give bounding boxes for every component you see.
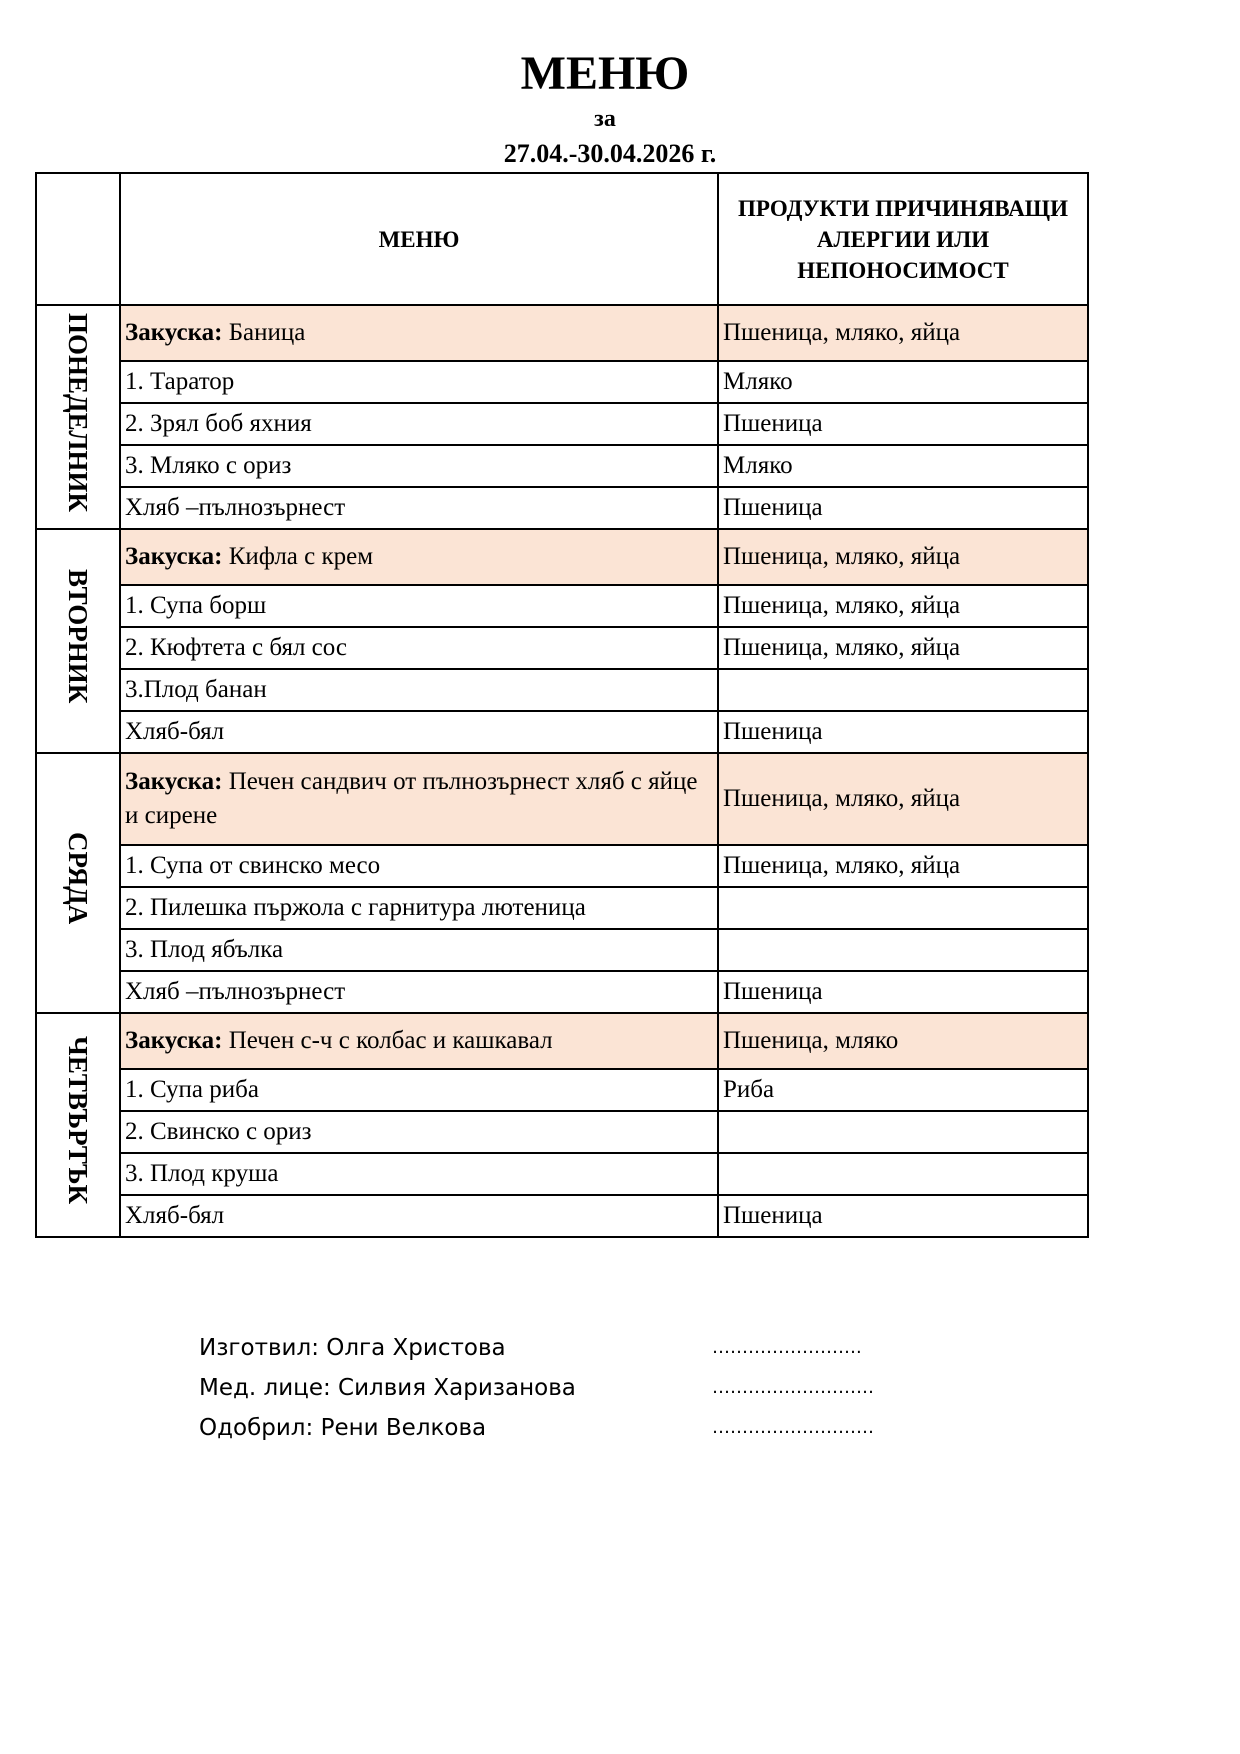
menu-item: 1. Супа борш bbox=[120, 585, 718, 627]
allergens: Риба bbox=[718, 1069, 1088, 1111]
day-label: ВТОРНИК bbox=[63, 568, 93, 704]
menu-item: 3. Плод ябълка bbox=[120, 929, 718, 971]
page-subtitle: за bbox=[594, 106, 616, 132]
signature-prepared-by: Изготвил: Олга Христова bbox=[199, 1335, 506, 1361]
allergens bbox=[718, 669, 1088, 711]
breakfast-item: Баница bbox=[222, 319, 306, 346]
breakfast-item-cell bbox=[120, 753, 718, 845]
breakfast-item-cell bbox=[120, 529, 718, 585]
allergens bbox=[718, 1111, 1088, 1153]
table-header-row bbox=[36, 173, 1088, 305]
breakfast-label: Закуска: bbox=[125, 543, 223, 570]
allergens: Мляко bbox=[718, 361, 1088, 403]
header-allergens: ПРОДУКТИ ПРИЧИНЯВАЩИ АЛЕРГИИ ИЛИ НЕПОНОСИМОСТ bbox=[718, 173, 1088, 305]
allergens: Пшеница, мляко, яйца bbox=[718, 627, 1088, 669]
breakfast-allergens: Пшеница, мляко, яйца bbox=[718, 305, 1088, 361]
table-row bbox=[36, 361, 1088, 403]
page-title: МЕНЮ bbox=[520, 47, 690, 100]
table-row bbox=[36, 445, 1088, 487]
menu-item: 3. Мляко с ориз bbox=[120, 445, 718, 487]
day-label: ЧЕТВЪРТЪК bbox=[63, 1035, 93, 1205]
menu-item: 1. Таратор bbox=[120, 361, 718, 403]
menu-item: Хляб –пълнозърнест bbox=[120, 971, 718, 1013]
menu-item: 2. Кюфтета с бял сос bbox=[120, 627, 718, 669]
table-row bbox=[36, 1195, 1088, 1237]
signature-medical: Мед. лице: Силвия Харизанова bbox=[199, 1375, 576, 1401]
breakfast-row bbox=[36, 305, 1088, 361]
menu-item: 3. Плод круша bbox=[120, 1153, 718, 1195]
menu-item: 2. Пилешка пържола с гарнитура лютеница bbox=[120, 887, 718, 929]
allergens: Пшеница bbox=[718, 711, 1088, 753]
table-row bbox=[36, 585, 1088, 627]
menu-item: 1. Супа риба bbox=[120, 1069, 718, 1111]
table-row bbox=[36, 487, 1088, 529]
breakfast-allergens: Пшеница, мляко bbox=[718, 1013, 1088, 1069]
date-range: 27.04.-30.04.2026 г. bbox=[503, 139, 717, 168]
signature-line: ……………………… bbox=[712, 1417, 874, 1438]
breakfast-allergens: Пшеница, мляко, яйца bbox=[718, 753, 1088, 845]
table-row bbox=[36, 627, 1088, 669]
table-row bbox=[36, 1153, 1088, 1195]
allergens bbox=[718, 929, 1088, 971]
signature-row bbox=[199, 1408, 899, 1448]
table-row bbox=[36, 887, 1088, 929]
table-row bbox=[36, 711, 1088, 753]
signatures bbox=[199, 1328, 899, 1448]
breakfast-row bbox=[36, 1013, 1088, 1069]
menu-item: Хляб-бял bbox=[120, 711, 718, 753]
day-cell bbox=[36, 1013, 120, 1237]
breakfast-label: Закуска: bbox=[125, 768, 223, 795]
allergens: Пшеница bbox=[718, 971, 1088, 1013]
signature-row bbox=[199, 1328, 899, 1368]
allergens: Пшеница bbox=[718, 1195, 1088, 1237]
header-menu: МЕНЮ bbox=[120, 173, 718, 305]
day-label: СРЯДА bbox=[63, 831, 93, 925]
allergens: Пшеница bbox=[718, 487, 1088, 529]
signature-line: ……………………… bbox=[712, 1377, 874, 1398]
allergens: Мляко bbox=[718, 445, 1088, 487]
day-cell bbox=[36, 305, 120, 529]
breakfast-item-cell bbox=[120, 305, 718, 361]
table-row bbox=[36, 1069, 1088, 1111]
menu-item: Хляб –пълнозърнест bbox=[120, 487, 718, 529]
menu-item: 3.Плод банан bbox=[120, 669, 718, 711]
breakfast-item: Печен сандвич от пълнозърнест хляб с яйце и сирене bbox=[125, 768, 698, 829]
menu-item: 1. Супа от свинско месо bbox=[120, 845, 718, 887]
table-row bbox=[36, 1111, 1088, 1153]
allergens bbox=[718, 887, 1088, 929]
table-row bbox=[36, 929, 1088, 971]
breakfast-row bbox=[36, 753, 1088, 845]
menu-table bbox=[35, 172, 1089, 1238]
breakfast-item: Печен с-ч с колбас и кашкавал bbox=[222, 1027, 553, 1054]
breakfast-item: Кифла с крем bbox=[222, 543, 374, 570]
day-cell bbox=[36, 753, 120, 1013]
allergens bbox=[718, 1153, 1088, 1195]
allergens: Пшеница bbox=[718, 403, 1088, 445]
allergens: Пшеница, мляко, яйца bbox=[718, 845, 1088, 887]
signature-row bbox=[199, 1368, 899, 1408]
breakfast-row bbox=[36, 529, 1088, 585]
day-cell bbox=[36, 529, 120, 753]
header-day-cell bbox=[36, 173, 120, 305]
breakfast-label: Закуска: bbox=[125, 319, 223, 346]
breakfast-label: Закуска: bbox=[125, 1027, 223, 1054]
table-row bbox=[36, 403, 1088, 445]
breakfast-allergens: Пшеница, мляко, яйца bbox=[718, 529, 1088, 585]
table-row bbox=[36, 845, 1088, 887]
signature-approved-by: Одобрил: Рени Велкова bbox=[199, 1415, 487, 1441]
signature-line: ……………………. bbox=[712, 1337, 862, 1358]
menu-body bbox=[36, 305, 1088, 1237]
breakfast-item-cell bbox=[120, 1013, 718, 1069]
menu-item: 2. Зрял боб яхния bbox=[120, 403, 718, 445]
table-row bbox=[36, 971, 1088, 1013]
table-row bbox=[36, 669, 1088, 711]
menu-item: 2. Свинско с ориз bbox=[120, 1111, 718, 1153]
menu-item: Хляб-бял bbox=[120, 1195, 718, 1237]
day-label: ПОНЕДЕЛНИК bbox=[63, 312, 93, 512]
allergens: Пшеница, мляко, яйца bbox=[718, 585, 1088, 627]
